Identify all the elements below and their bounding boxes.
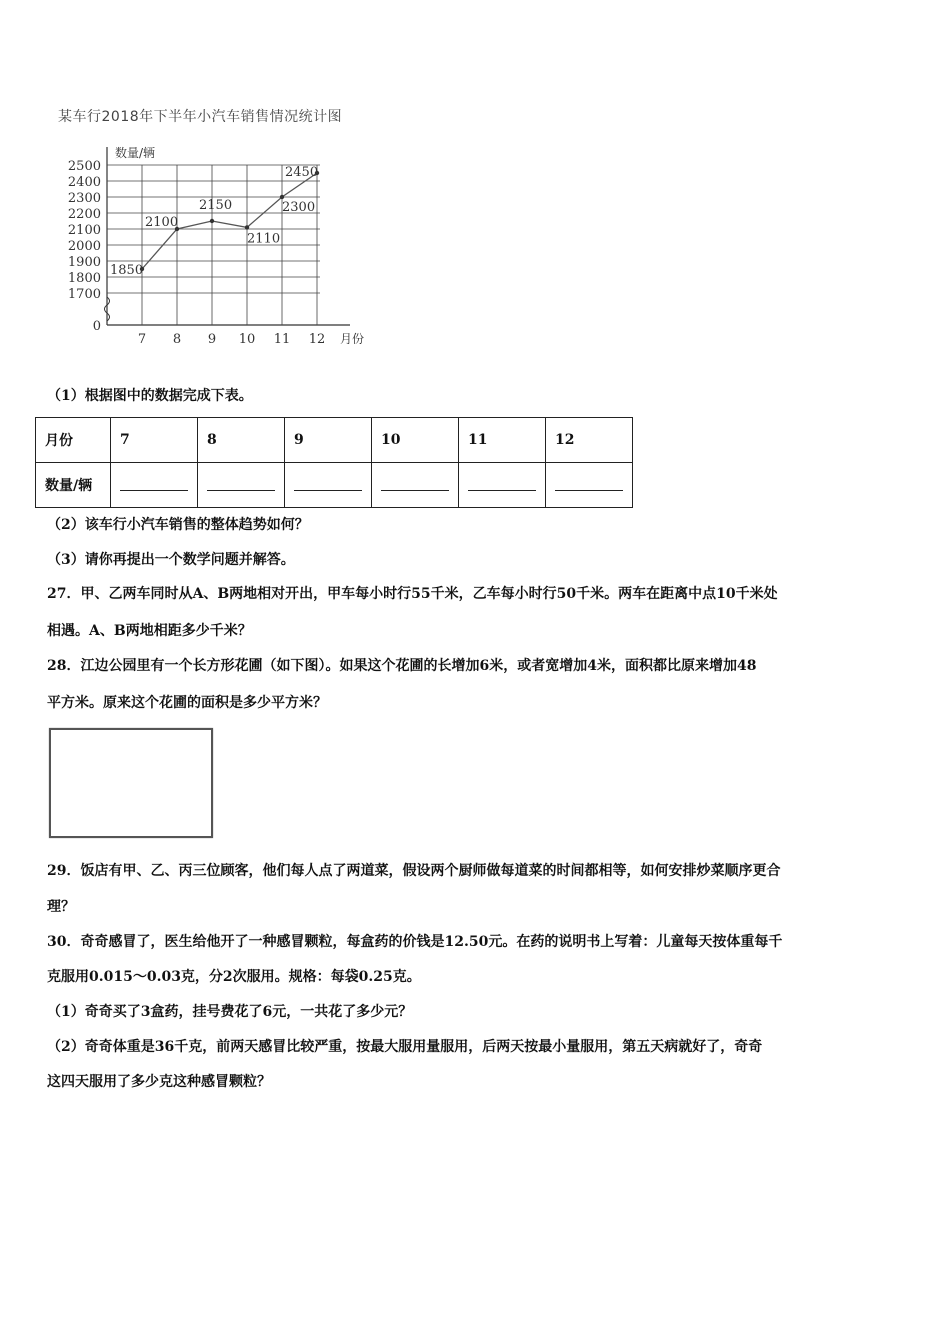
table-header-quantity: 数量/辆 — [36, 463, 111, 508]
answer-blank[interactable] — [198, 463, 285, 508]
x-tick-label: 10 — [238, 332, 256, 347]
y-tick-label: 2400 — [67, 175, 101, 190]
data-point — [245, 225, 249, 229]
table-row — [36, 463, 633, 508]
answer-table — [35, 417, 633, 508]
q29-line2: 理？ — [47, 899, 75, 915]
y-tick-label: 1800 — [67, 271, 101, 286]
data-point — [210, 219, 214, 223]
q26-part1: （1）根据图中的数据完成下表。 — [47, 388, 253, 404]
q27-line2: 相遇。A、B两地相距多少千米？ — [47, 623, 252, 639]
x-tick-label: 8 — [172, 332, 182, 347]
answer-blank[interactable] — [546, 463, 633, 508]
answer-blank[interactable] — [111, 463, 198, 508]
y-axis-label: 数量/辆 — [115, 146, 156, 160]
answer-blank[interactable] — [459, 463, 546, 508]
x-axis-label: 月份 — [340, 332, 365, 346]
table-cell-month: 10 — [372, 418, 459, 463]
q30-part2-line2: 这四天服用了多少克这种感冒颗粒？ — [47, 1074, 271, 1090]
data-label: 2100 — [145, 215, 179, 230]
q27-line1: 27．甲、乙两车同时从A、B两地相对开出，甲车每小时行55千米，乙车每小时行50千米。两车在距离中点10千米处 — [47, 586, 778, 602]
data-label: 2300 — [282, 200, 316, 215]
y-tick-label: 0 — [92, 319, 101, 334]
q30-part1: （1）奇奇买了3盒药，挂号费花了6元，一共花了多少元？ — [47, 1004, 413, 1020]
table-cell-month: 12 — [546, 418, 633, 463]
x-tick-label: 11 — [273, 332, 291, 347]
y-tick-label: 2500 — [67, 159, 101, 174]
table-cell-month: 8 — [198, 418, 285, 463]
line-chart — [55, 135, 385, 355]
q30-part2-line1: （2）奇奇体重是36千克，前两天感冒比较严重，按最大服用量服用，后两天按最小量服用，第五天病就好了，奇奇 — [47, 1039, 763, 1055]
data-label: 2110 — [247, 231, 281, 247]
q29-line1: 29．饭店有甲、乙、丙三位顾客，他们每人点了两道菜，假设两个厨师做每道菜的时间都相等，如何安排炒菜顺序更合 — [47, 863, 781, 879]
table-header-month: 月份 — [36, 418, 111, 463]
chart-title: 某车行2018年下半年小汽车销售情况统计图 — [58, 109, 343, 125]
y-tick-label: 2100 — [67, 223, 101, 238]
y-tick-label: 2200 — [67, 207, 101, 222]
data-label: 2150 — [199, 198, 233, 213]
data-label: 1850 — [110, 263, 144, 278]
table-cell-month: 7 — [111, 418, 198, 463]
table-cell-month: 9 — [285, 418, 372, 463]
q30-line2: 克服用0.015～0.03克，分2次服用。规格：每袋0.25克。 — [47, 969, 421, 985]
table-cell-month: 11 — [459, 418, 546, 463]
table-row — [36, 418, 633, 463]
q26-part2: （2）该车行小汽车销售的整体趋势如何？ — [47, 517, 309, 533]
data-label: 2450 — [285, 165, 319, 180]
answer-blank[interactable] — [372, 463, 459, 508]
x-tick-label: 9 — [207, 332, 217, 347]
q28-line1: 28．江边公园里有一个长方形花圃（如下图）。如果这个花圃的长增加6米，或者宽增加4米，面积都比原来增加48 — [47, 658, 757, 674]
flower-bed-rectangle — [49, 728, 213, 838]
y-tick-label: 2300 — [67, 191, 101, 206]
q28-line2: 平方米。原来这个花圃的面积是多少平方米？ — [47, 695, 327, 711]
q30-line1: 30．奇奇感冒了，医生给他开了一种感冒颗粒，每盒药的价钱是12.50元。在药的说明书上写着：儿童每天按体重每千 — [47, 934, 783, 950]
y-tick-label: 1700 — [67, 287, 101, 302]
y-tick-label: 2000 — [67, 239, 101, 254]
x-tick-label: 7 — [137, 332, 147, 347]
q26-part3: （3）请你再提出一个数学问题并解答。 — [47, 552, 295, 568]
data-point — [280, 195, 284, 199]
x-tick-label: 12 — [308, 332, 326, 347]
answer-blank[interactable] — [285, 463, 372, 508]
y-tick-label: 1900 — [67, 255, 101, 270]
